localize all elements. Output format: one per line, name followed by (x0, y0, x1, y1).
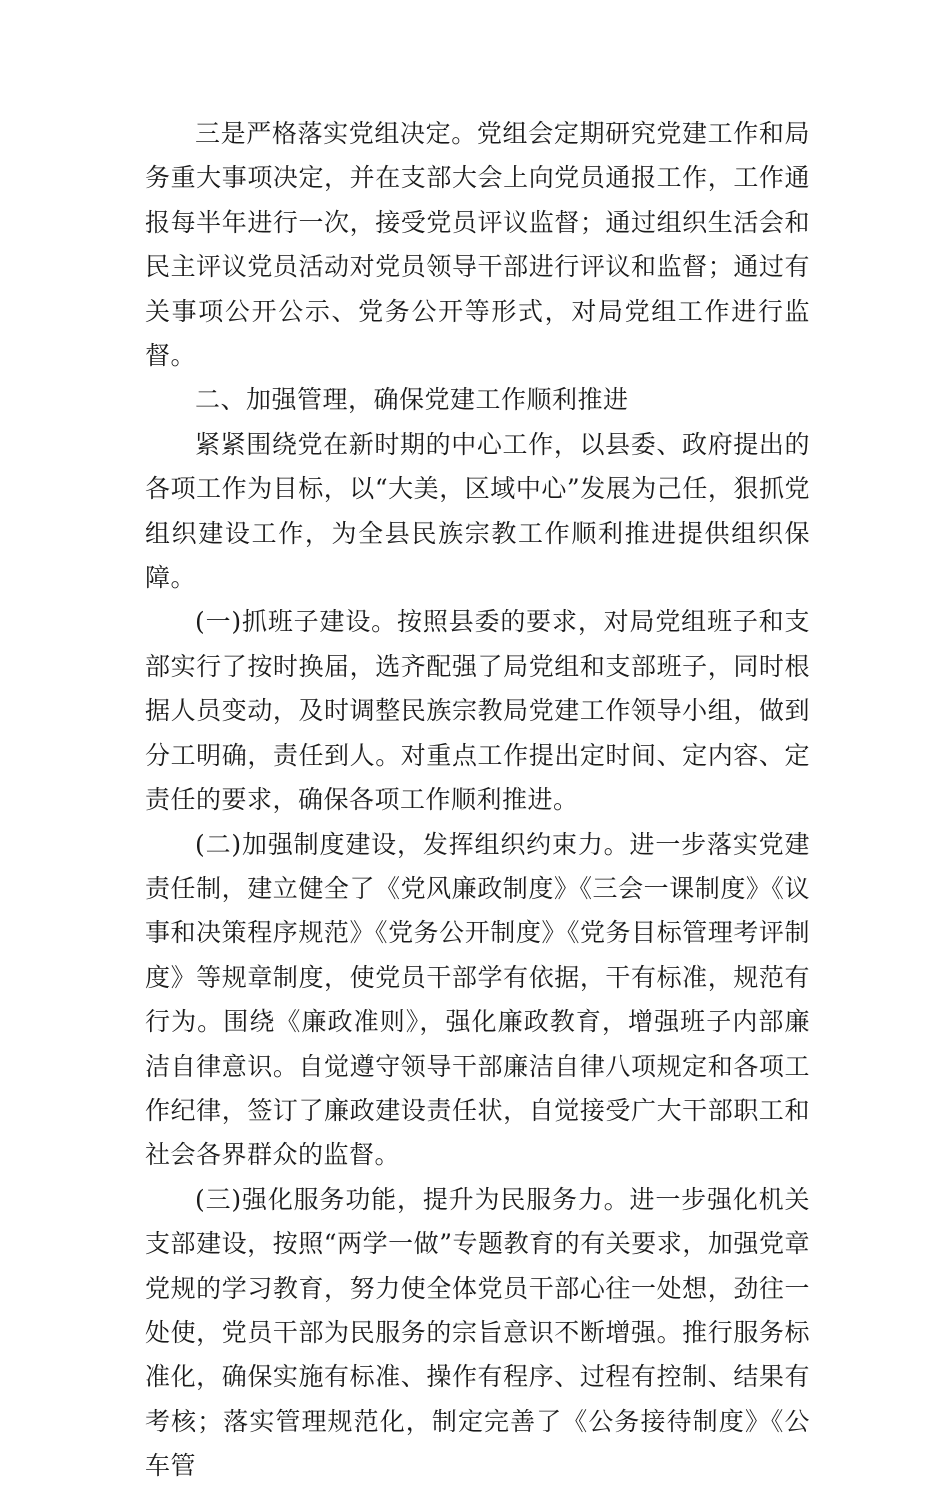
paragraph-service-function: (三)强化服务功能，提升为民服务力。进一步强化机关支部建设，按照“两学一做”专题教育的有关要求，加强党章党规的学习教育，努力使全体党员干部心往一处想，劲往一处使，党员干部为民服务的宗旨意识不断增强。推行服务标准化，确保实施有标准、操作有程序、过程有控制、结果有考核；落实管理规范化，制定完善了《公务接待制度》《公车管 (145, 1184, 810, 1481)
paragraph-intro: 紧紧围绕党在新时期的中心工作，以县委、政府提出的各项工作为目标，以“大美，区域中心”发展为己任，狠抓党组织建设工作，为全县民族宗教工作顺利推进提供组织保障。 (145, 429, 810, 593)
paragraph-system-building: (二)加强制度建设，发挥组织约束力。进一步落实党建责任制，建立健全了《党风廉政制度》《三会一课制度》《议事和决策程序规范》《党务公开制度》《党务目标管理考评制度》等规章制度，使党员干部学有依据，干有标准，规范有行为。围绕《廉政准则》，强化廉政教育，增强班子内部廉洁自律意识。自觉遵守领导干部廉洁自律八项规定和各项工作纪律，签订了廉政建设责任状，自觉接受广大干部职工和社会各界群众的监督。 (145, 829, 810, 1170)
paragraph-team-building: (一)抓班子建设。按照县委的要求，对局党组班子和支部实行了按时换届，选齐配强了局党组和支部班子，同时根据人员变动，及时调整民族宗教局党建工作领导小组，做到分工明确，责任到人。对重点工作提出定时间、定内容、定责任的要求，确保各项工作顺利推进。 (145, 607, 810, 815)
document-body (145, 112, 810, 1489)
paragraph-supervision: 三是严格落实党组决定。党组会定期研究党建工作和局务重大事项决定，并在支部大会上向党员通报工作，工作通报每半年进行一次，接受党员评议监督；通过组织生活会和民主评议党员活动对党员领导干部进行评议和监督；通过有关事项公开公示、党务公开等形式，对局党组工作进行监督。 (145, 119, 810, 371)
section-heading: 二、加强管理，确保党建工作顺利推进 (195, 385, 629, 415)
